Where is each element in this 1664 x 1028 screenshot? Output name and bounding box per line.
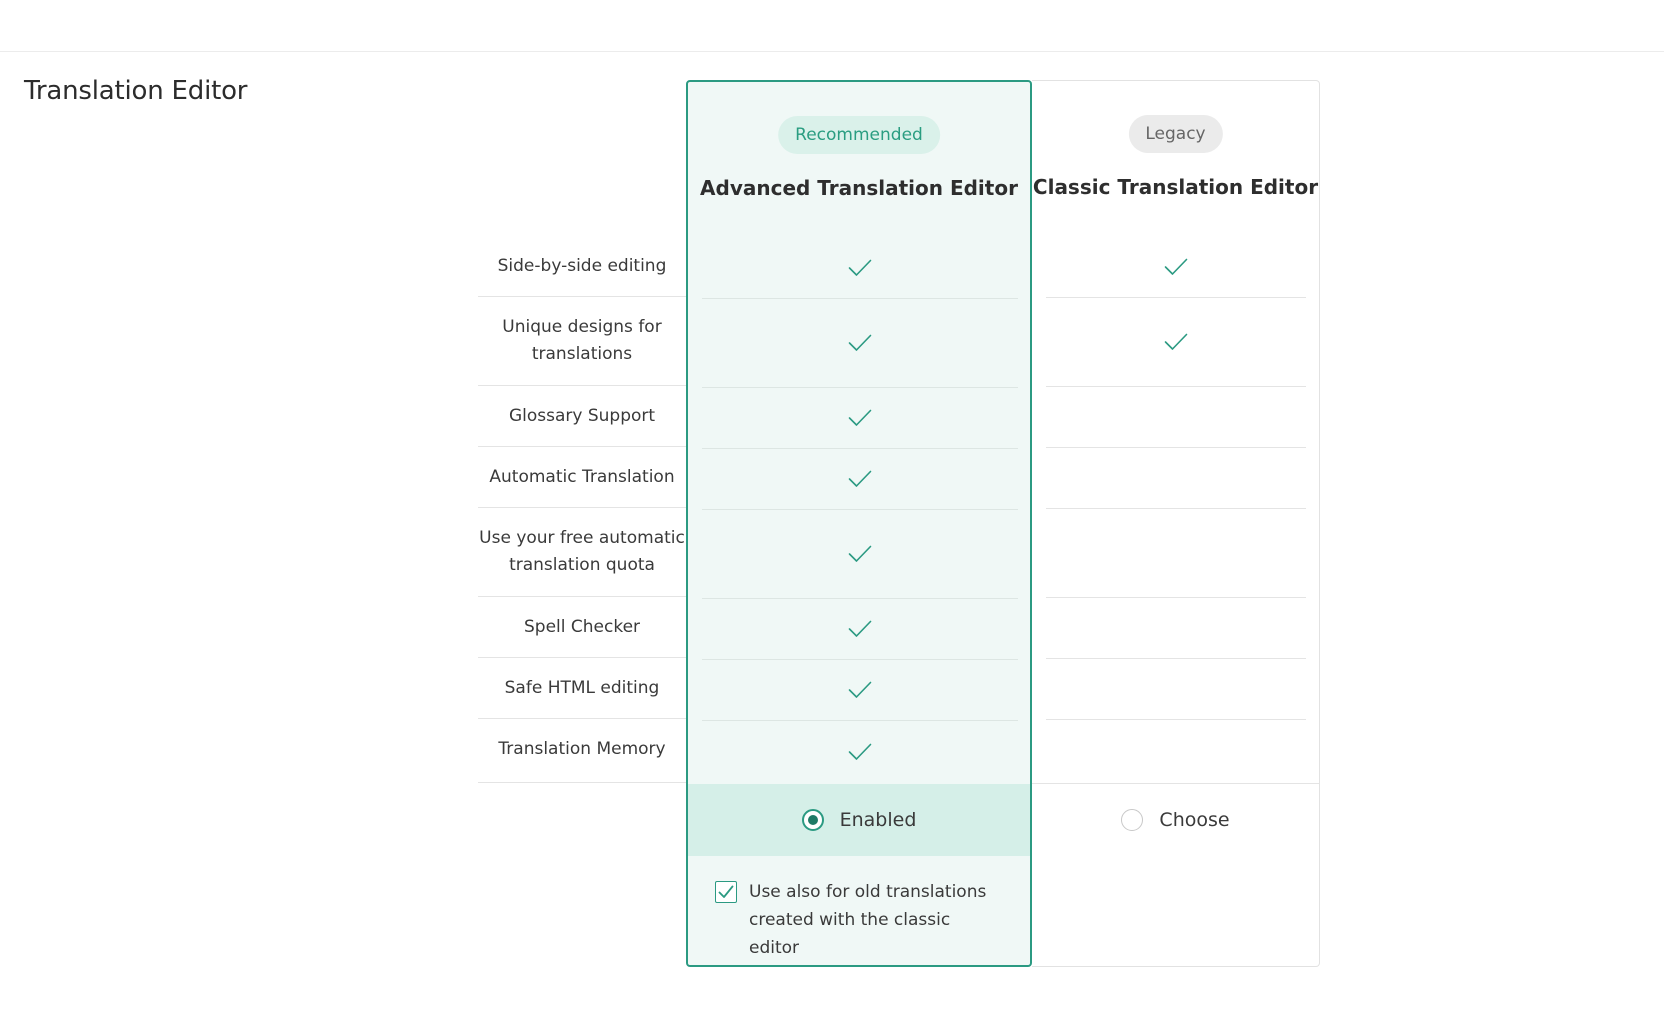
radio-selected-icon[interactable] bbox=[802, 809, 824, 831]
top-bar bbox=[0, 0, 1664, 52]
old-translations-option[interactable] bbox=[715, 878, 995, 962]
advanced-feature-cells bbox=[702, 238, 1018, 782]
classic-feature-cell bbox=[1046, 448, 1306, 509]
divider bbox=[478, 782, 686, 783]
old-translations-label: Use also for old translations created with the classic editor bbox=[749, 882, 987, 958]
classic-feature-cell bbox=[1046, 598, 1306, 659]
check-icon bbox=[848, 681, 872, 699]
advanced-editor-card[interactable] bbox=[686, 80, 1032, 967]
page-title: Translation Editor bbox=[24, 76, 248, 106]
advanced-feature-cell bbox=[702, 721, 1018, 782]
classic-radio-label: Choose bbox=[1159, 809, 1230, 831]
check-icon bbox=[848, 470, 872, 488]
check-icon bbox=[1164, 333, 1188, 351]
feature-label: Spell Checker bbox=[478, 597, 686, 658]
check-icon bbox=[848, 334, 872, 352]
classic-editor-title: Classic Translation Editor bbox=[1032, 175, 1319, 199]
recommended-badge: Recommended bbox=[778, 116, 940, 154]
classic-feature-cell bbox=[1046, 298, 1306, 387]
advanced-feature-cell bbox=[702, 660, 1018, 721]
classic-feature-cell bbox=[1046, 659, 1306, 720]
classic-feature-cells bbox=[1046, 237, 1306, 781]
advanced-radio-label: Enabled bbox=[839, 809, 917, 831]
check-icon bbox=[848, 743, 872, 761]
check-icon bbox=[1164, 258, 1188, 276]
advanced-feature-cell bbox=[702, 510, 1018, 599]
advanced-feature-cell bbox=[702, 388, 1018, 449]
check-icon bbox=[848, 620, 872, 638]
feature-labels bbox=[478, 236, 686, 780]
classic-feature-cell bbox=[1046, 237, 1306, 298]
classic-feature-cell bbox=[1046, 387, 1306, 448]
classic-feature-cell bbox=[1046, 509, 1306, 598]
feature-label: Glossary Support bbox=[478, 386, 686, 447]
checkbox-check-icon bbox=[718, 885, 734, 899]
check-icon bbox=[848, 409, 872, 427]
feature-label: Automatic Translation bbox=[478, 447, 686, 508]
classic-editor-card[interactable] bbox=[1032, 80, 1320, 967]
advanced-editor-title: Advanced Translation Editor bbox=[700, 176, 1018, 200]
feature-label: Safe HTML editing bbox=[478, 658, 686, 719]
check-icon bbox=[848, 259, 872, 277]
classic-select-option[interactable] bbox=[1032, 783, 1319, 856]
radio-unselected-icon[interactable] bbox=[1121, 809, 1143, 831]
advanced-select-option[interactable] bbox=[688, 784, 1030, 856]
legacy-badge: Legacy bbox=[1128, 115, 1222, 153]
classic-feature-cell bbox=[1046, 720, 1306, 781]
feature-label: Side-by-side editing bbox=[478, 236, 686, 297]
check-icon bbox=[848, 545, 872, 563]
feature-label: Use your free automatic translation quota bbox=[478, 508, 686, 597]
old-translations-checkbox[interactable] bbox=[715, 881, 737, 903]
feature-label: Unique designs for translations bbox=[478, 297, 686, 386]
feature-label: Translation Memory bbox=[498, 739, 666, 759]
advanced-feature-cell bbox=[702, 599, 1018, 660]
advanced-feature-cell bbox=[702, 299, 1018, 388]
advanced-feature-cell bbox=[702, 238, 1018, 299]
advanced-feature-cell bbox=[702, 449, 1018, 510]
